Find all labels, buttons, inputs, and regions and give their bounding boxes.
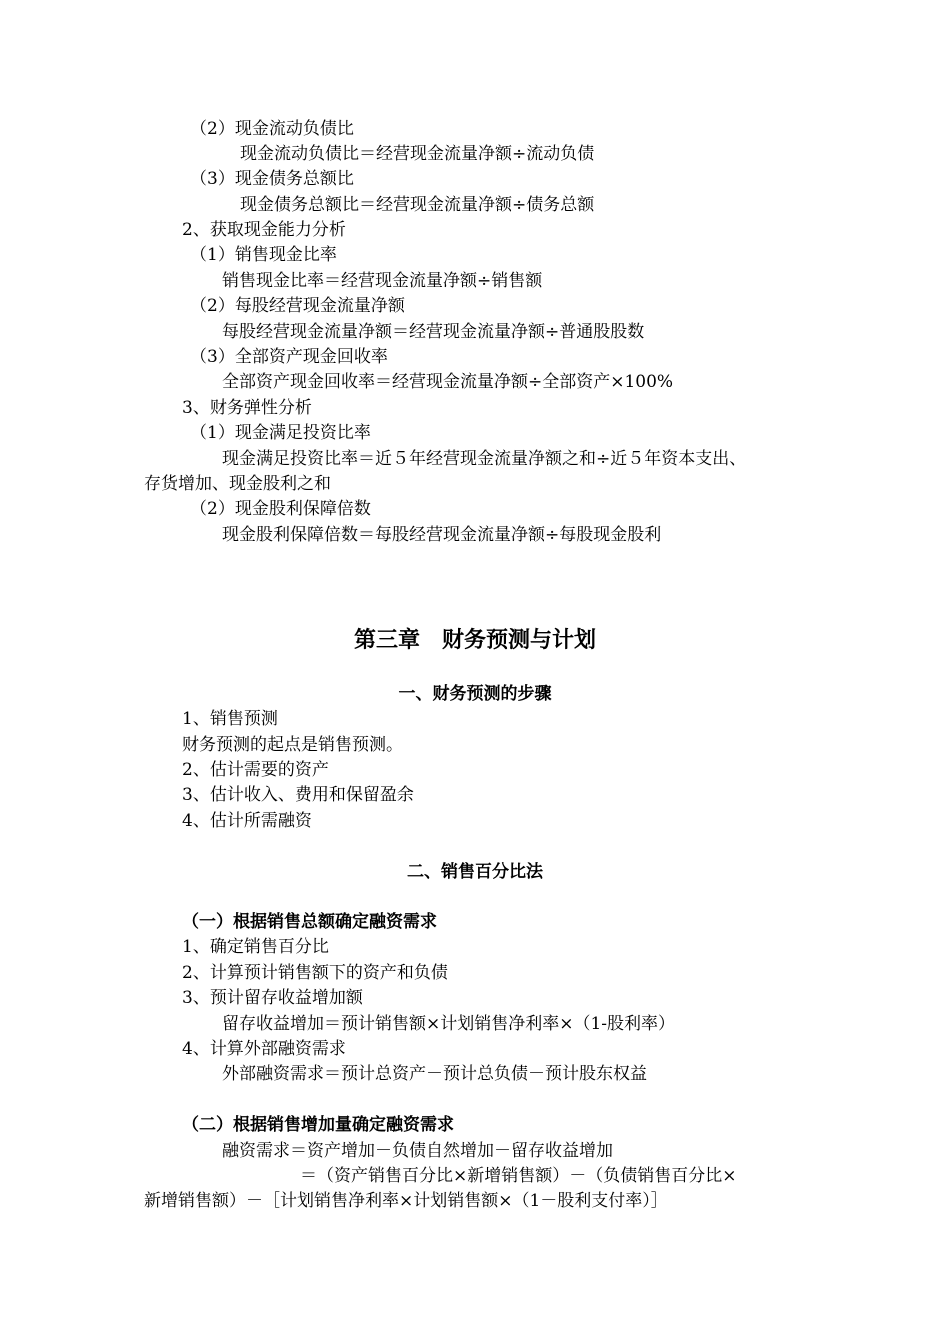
formula-sales-cash-ratio: 销售现金比率＝经营现金流量净额÷销售额: [222, 271, 543, 291]
formula-financing-need-cont1: ＝（资产销售百分比×新增销售额）－（负债销售百分比×: [300, 1166, 737, 1186]
section-title-forecast-steps: 一、财务预测的步骤: [398, 684, 552, 704]
heading-asset-cash-recovery: （3）全部资产现金回收率: [190, 347, 388, 367]
item-sales-percent: 1、确定销售百分比: [182, 937, 329, 957]
formula-dividend-coverage: 现金股利保障倍数＝每股经营现金流量净额÷每股现金股利: [222, 525, 662, 545]
item-retained-earnings: 3、预计留存收益增加额: [182, 988, 363, 1008]
subsection-total-sales: （一）根据销售总额确定融资需求: [182, 912, 437, 932]
heading-cash-current-liability-ratio: （2）现金流动负债比: [190, 119, 354, 139]
step-estimate-income: 3、估计收入、费用和保留盈余: [182, 785, 414, 805]
formula-external-financing: 外部融资需求＝预计总资产－预计总负债－预计股东权益: [222, 1064, 647, 1084]
step-estimate-financing: 4、估计所需融资: [182, 811, 312, 831]
heading-cash-investment-ratio: （1）现金满足投资比率: [190, 423, 371, 443]
formula-per-share-cash-flow: 每股经营现金流量净额＝经营现金流量净额÷普通股股数: [222, 322, 645, 342]
chapter-title: 第三章 财务预测与计划: [353, 627, 596, 653]
formula-asset-cash-recovery: 全部资产现金回收率＝经营现金流量净额÷全部资产×100%: [222, 372, 674, 392]
heading-dividend-coverage: （2）现金股利保障倍数: [190, 499, 371, 519]
formula-financing-need-cont2: 新增销售额）－［计划销售净利率×计划销售额×（1－股利支付率）］: [144, 1191, 668, 1211]
section-title-sales-percent: 二、销售百分比法: [407, 862, 543, 882]
heading-per-share-cash-flow: （2）每股经营现金流量净额: [190, 296, 405, 316]
formula-cash-investment-ratio-cont: 存货增加、现金股利之和: [144, 474, 331, 494]
formula-cash-debt-ratio: 现金债务总额比＝经营现金流量净额÷债务总额: [240, 195, 595, 215]
formula-cash-investment-ratio: 现金满足投资比率＝近５年经营现金流量净额之和÷近５年资本支出、: [222, 449, 747, 469]
formula-retained-earnings: 留存收益增加＝预计销售额×计划销售净利率×（1-股利率）: [222, 1014, 676, 1034]
subsection-sales-increase: （二）根据销售增加量确定融资需求: [182, 1115, 454, 1135]
item-assets-liabilities: 2、计算预计销售额下的资产和负债: [182, 963, 448, 983]
step-estimate-assets: 2、估计需要的资产: [182, 760, 329, 780]
note-sales-forecast: 财务预测的起点是销售预测。: [182, 735, 403, 755]
heading-cash-debt-ratio: （3）现金债务总额比: [190, 169, 354, 189]
formula-cash-current-liability-ratio: 现金流动负债比＝经营现金流量净额÷流动负债: [240, 144, 595, 164]
heading-sales-cash-ratio: （1）销售现金比率: [190, 245, 337, 265]
formula-financing-need: 融资需求＝资产增加－负债自然增加－留存收益增加: [222, 1141, 613, 1161]
heading-cash-ability-analysis: 2、获取现金能力分析: [182, 220, 346, 240]
item-external-financing: 4、计算外部融资需求: [182, 1039, 346, 1059]
step-sales-forecast: 1、销售预测: [182, 709, 278, 729]
heading-financial-flexibility: 3、财务弹性分析: [182, 398, 312, 418]
